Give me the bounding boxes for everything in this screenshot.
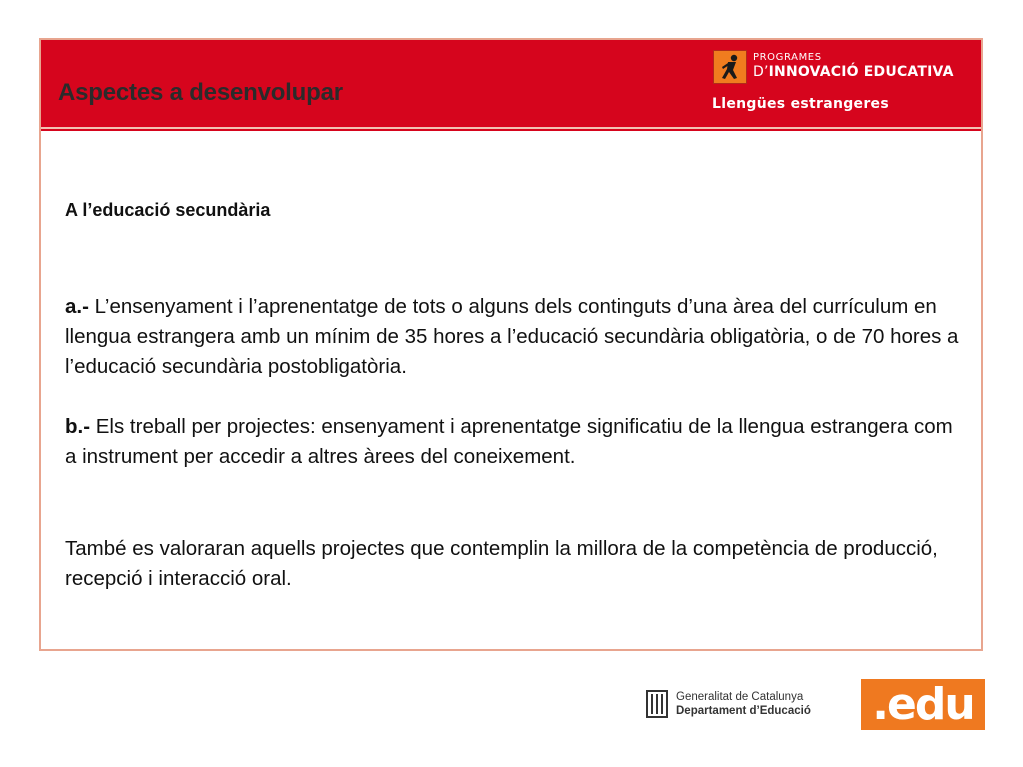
program-logo-line1: PROGRAMES (753, 52, 822, 63)
generalitat-emblem-icon (646, 690, 668, 718)
slide-frame (39, 38, 983, 651)
program-logo-main: INNOVACIÓ EDUCATIVA (768, 64, 954, 80)
slide-content (65, 200, 965, 590)
closing-paragraph: També es valoraran aquells projectes que contemplin la millora de la competència de producció, recepció i interacció oral. (65, 537, 938, 590)
section-heading: A l’educació secundària (65, 200, 271, 220)
generalitat-logo (646, 690, 836, 720)
generalitat-line1: Generalitat de Catalunya (676, 691, 804, 703)
header-divider (41, 127, 981, 129)
generalitat-line2: Departament d’Educació (676, 705, 811, 717)
paragraph-a-marker: a.- (65, 295, 89, 318)
paragraph-b-marker: b.- (65, 415, 91, 438)
paragraph-a (65, 292, 965, 382)
paragraph-b-text: Els treball per projectes: ensenyament i aprenentatge significatiu de la llengua estrangera com a instrument per accedir a altres àrees del coneixement. (65, 415, 953, 468)
program-subtitle: Llengües estrangeres (712, 96, 889, 112)
walking-figure-icon (713, 50, 747, 84)
program-logo (713, 50, 978, 86)
program-logo-line2 (753, 64, 954, 80)
program-logo-prefix: D’ (753, 64, 769, 80)
header-band (41, 40, 981, 131)
paragraph-a-text: L’ensenyament i l’aprenentatge de tots o alguns dels continguts d’una àrea del currículum en llengua estrangera amb un mínim de 35 hores a l’educació secundària obligatòria, o de 70 hores a l’educació secundària postobligatòria. (65, 295, 959, 378)
paragraph-b (65, 412, 965, 472)
edu-logo: .edu (861, 679, 985, 730)
slide-title: Aspectes a desenvolupar (58, 79, 343, 106)
